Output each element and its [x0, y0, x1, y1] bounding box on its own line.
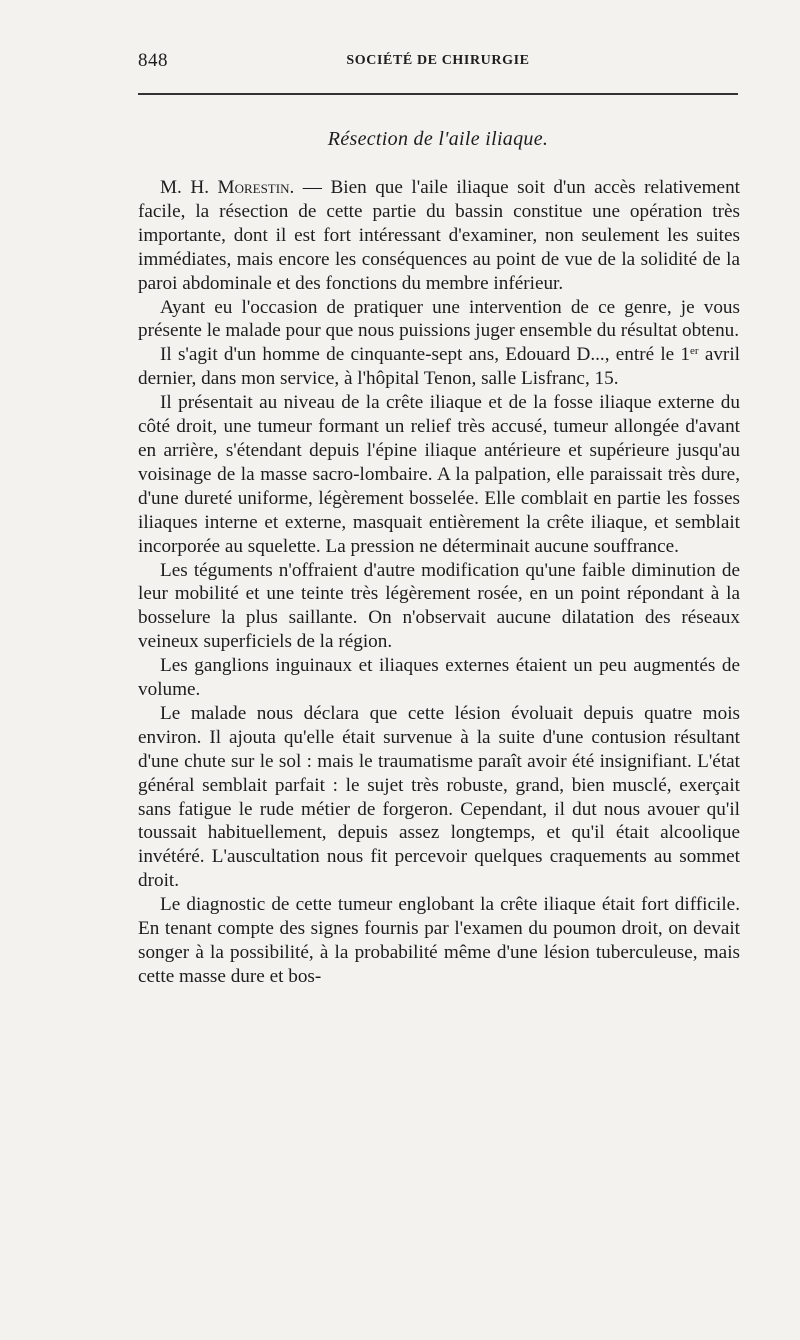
- running-head: SOCIÉTÉ DE CHIRURGIE: [346, 53, 530, 68]
- paragraph-6: Les ganglions inguinaux et iliaques externes étaient un peu augmentés de volume.: [138, 655, 740, 701]
- page-header: [138, 50, 738, 74]
- page-number: 848: [138, 50, 168, 71]
- paragraph-3-text-before: Il s'agit d'un homme de cinquante-sept ans, Edouard D..., entré le 1: [160, 344, 691, 366]
- author-name: Morestin: [217, 177, 290, 198]
- header-rule: [138, 93, 738, 95]
- section-title: Résection de l'aile iliaque.: [327, 128, 549, 150]
- paragraph-4: Il présentait au niveau de la crête iliaque et de la fosse iliaque externe du côté droit, une tumeur formant un relief très accusé, tumeur allongée d'avant en arrière, s'étendant depuis l'épine iliaque antérieure et supérieure jusqu'au voisinage de la masse sacro-lombaire. A la palpation, elle paraissait très dure, d'une dureté uniforme, légèrement bosselée. Elle comblait en partie les fosses iliaques interne et externe, masquait entièrement la crête iliaque, et semblait incorporée au squelette. La pression ne déterminait aucune souffrance.: [138, 392, 740, 557]
- paragraph-1-text: . — Bien que l'aile iliaque soit d'un accès relativement facile, la résection de cette partie du bassin constitue une opération très importante, dont il est fort intéressant d'examiner, non seulement les suites immédiates, mais encore les conséquences au point de vue de la solidité de la paroi abdominale et des fonctions du membre inférieur.: [138, 177, 740, 294]
- paragraph-7: Le malade nous déclara que cette lésion évoluait depuis quatre mois environ. Il ajouta qu'elle était survenue à la suite d'une contusion résultant d'une chute sur le sol : mais le traumatisme paraît avoir été insignifiant. L'état général semblait parfait : le sujet très robuste, grand, bien musclé, exerçait sans fatigue le rude métier de forgeron. Cependant, il dut nous avouer qu'il toussait habituellement, depuis assez longtemps, et qu'il était alcoolique invétéré. L'auscultation nous fit percevoir quelques craquements au sommet droit.: [138, 702, 740, 892]
- paragraph-2: Ayant eu l'occasion de pratiquer une intervention de ce genre, je vous présente le malade pour que nous puissions juger ensemble du résultat obtenu.: [138, 296, 740, 342]
- paragraph-1: [138, 176, 740, 296]
- ordinal-superscript: er: [690, 345, 699, 358]
- paragraph-5: Les téguments n'offraient d'autre modification qu'une faible diminution de leur mobilité et une teinte très légèrement rosée, en un point répondant à la bosselure la plus saillante. On n'observait aucune dilatation des réseaux veineux superficiels de la région.: [138, 559, 740, 653]
- paragraph-3-text-after: avril dernier, dans mon service, à l'hôpital Tenon, salle Lisfranc, 15.: [138, 344, 740, 390]
- body-text: [138, 176, 740, 989]
- paragraph-3: [138, 343, 740, 391]
- paragraph-8: Le diagnostic de cette tumeur englobant la crête iliaque était fort difficile. En tenant compte des signes fournis par l'examen du poumon droit, on devait songer à la possibilité, à la probabilité même d'une lésion tuberculeuse, mais cette masse dure et bos-: [138, 894, 740, 987]
- author-prefix: M. H.: [160, 177, 218, 198]
